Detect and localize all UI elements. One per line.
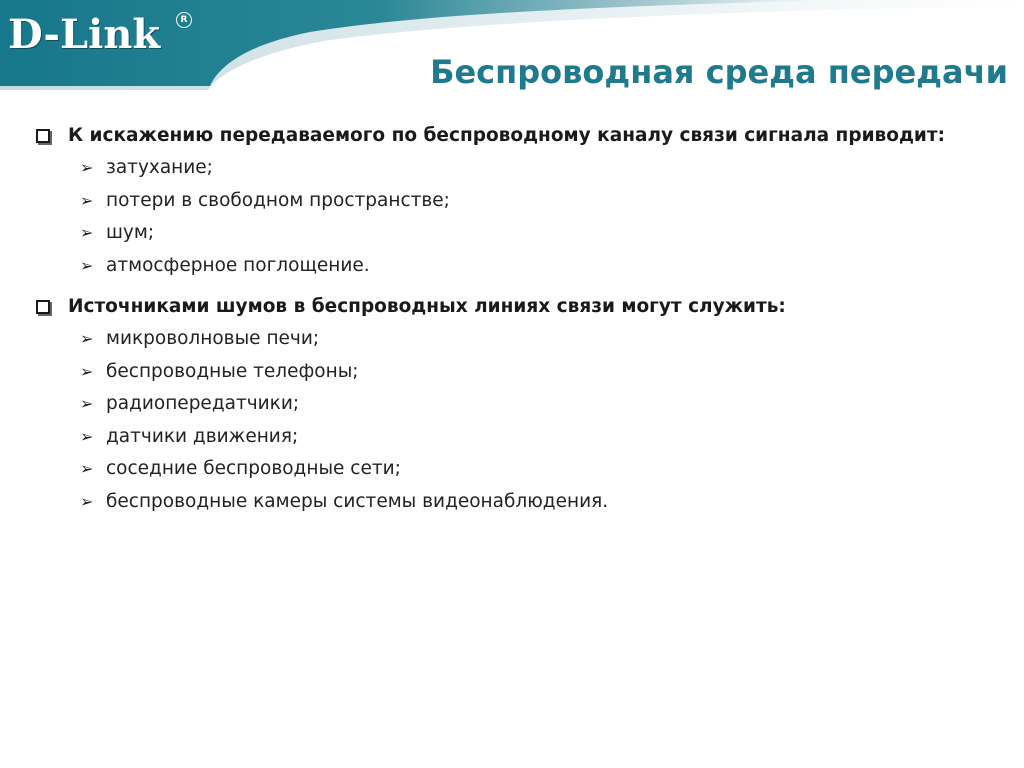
sub-list	[36, 323, 996, 518]
chevron-right-icon: ➢	[80, 394, 94, 413]
chevron-right-icon: ➢	[80, 223, 94, 242]
section-heading-text: Источниками шумов в беспроводных линиях связи могут служить:	[68, 296, 786, 317]
list-item-text: датчики движения;	[106, 425, 299, 447]
chevron-right-icon: ➢	[80, 255, 94, 275]
slide-title: Беспроводная среда передачи	[430, 53, 1008, 91]
chevron-right-icon: ➢	[80, 491, 94, 511]
chevron-right-icon: ➢	[80, 459, 94, 478]
section-heading	[36, 292, 996, 321]
chevron-right-icon: ➢	[80, 329, 94, 348]
list-item-text: радиопередатчики;	[106, 393, 300, 414]
list-item	[36, 323, 996, 356]
section-heading-text: К искажению передаваемого по беспроводному каналу связи сигнала приводит:	[68, 125, 945, 146]
list-item	[36, 356, 996, 389]
list-item	[36, 250, 996, 283]
list-item-text: шум;	[106, 222, 155, 243]
list-item-text: затухание;	[106, 157, 213, 178]
registered-mark-icon: R	[176, 12, 192, 28]
checkbox-square-icon	[36, 129, 50, 143]
section-heading	[36, 121, 996, 150]
chevron-right-icon: ➢	[80, 426, 94, 446]
list-item	[36, 217, 996, 250]
checkbox-square-icon	[36, 300, 50, 314]
chevron-right-icon: ➢	[80, 158, 94, 177]
chevron-right-icon: ➢	[80, 190, 94, 210]
list-item-text: беспроводные телефоны;	[106, 360, 359, 382]
list-item	[36, 185, 996, 218]
list-item	[36, 421, 996, 454]
list-item	[36, 486, 996, 519]
list-item	[36, 152, 996, 185]
list-item	[36, 453, 996, 486]
sub-list	[36, 152, 996, 282]
d-link-logo: D-Link	[8, 11, 161, 58]
list-item	[36, 388, 996, 421]
list-item-text: потери в свободном пространстве;	[106, 189, 450, 211]
section-distortion	[36, 121, 996, 282]
chevron-right-icon: ➢	[80, 361, 94, 381]
list-item-text: соседние беспроводные сети;	[106, 458, 401, 479]
list-item-text: атмосферное поглощение.	[106, 254, 370, 276]
list-item-text: микроволновые печи;	[106, 328, 320, 349]
list-item-text: беспроводные камеры системы видеонаблюдения.	[106, 490, 609, 512]
section-noise-sources	[36, 292, 996, 518]
slide-content	[36, 121, 996, 528]
